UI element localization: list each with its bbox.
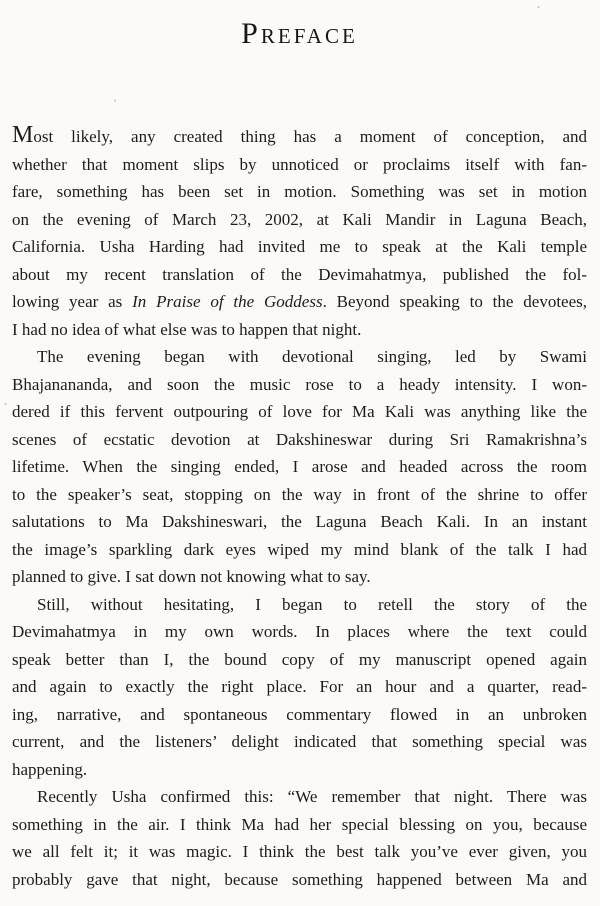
text-segment: fare, something has been set in motion. Something was set in motion	[12, 182, 587, 201]
scan-speck	[537, 6, 540, 8]
text-segment: Recently Usha confirmed this: “We remember that night. There was	[37, 787, 587, 806]
text-segment: lifetime. When the singing ended, I arose and headed across the room	[12, 457, 587, 476]
text-line	[12, 453, 587, 481]
text-segment: about my recent translation of the Devimahatmya, published the fol-	[12, 264, 587, 284]
text-line	[12, 508, 587, 536]
text-line	[12, 288, 587, 316]
text-segment: we all felt it; it was magic. I think the best talk you’ve ever given, you	[12, 842, 587, 861]
text-line	[12, 756, 587, 784]
text-line	[12, 426, 587, 454]
text-segment: current, and the listeners’ delight indicated that something special was	[12, 732, 587, 751]
text-segment: whether that moment slips by unnoticed or proclaims itself with fan-	[12, 154, 587, 174]
text-segment: lowing year as	[12, 292, 133, 311]
text-line	[12, 618, 587, 646]
drop-initial: M	[12, 123, 34, 148]
text-segment: and again to exactly the right place. For an hour and a quarter, read-	[12, 677, 587, 696]
text-line	[12, 343, 587, 371]
paragraph	[12, 123, 587, 343]
text-segment: I had no idea of what else was to happen that night.	[12, 319, 362, 339]
text-segment: Still, without hesitating, I began to retell the story of the	[37, 594, 587, 614]
page-title: Preface	[241, 17, 358, 50]
text-line	[12, 206, 587, 234]
text-line	[12, 178, 587, 206]
text-line	[12, 811, 587, 839]
text-line	[12, 646, 587, 674]
text-line	[12, 151, 587, 179]
text-segment: on the evening of March 23, 2002, at Kali Mandir in Laguna Beach,	[12, 209, 587, 229]
text-line	[12, 838, 587, 866]
text-segment: happening.	[12, 759, 88, 779]
text-segment: Bhajanananda, and soon the music rose to a heady intensity. I won-	[12, 374, 587, 394]
text-segment: to the speaker’s seat, stopping on the way in front of the shrine to offer	[12, 484, 587, 504]
text-line	[12, 371, 587, 399]
text-line	[12, 591, 587, 619]
text-segment: probably gave that night, because something happened between Ma and	[12, 869, 587, 889]
text-segment: The evening began with devotional singing, led by Swami	[37, 347, 587, 366]
text-segment: ost likely, any created thing has a moment of conception, and	[33, 127, 587, 146]
text-segment: . Beyond speaking to the devotees,	[322, 292, 587, 311]
text-line	[12, 261, 587, 289]
text-segment: the image’s sparkling dark eyes wiped my mind blank of the talk I had	[12, 539, 587, 559]
text-line	[12, 728, 587, 756]
page-body	[12, 123, 587, 893]
text-line	[12, 701, 587, 729]
text-line	[12, 123, 587, 151]
text-line	[12, 563, 587, 591]
text-line	[12, 673, 587, 701]
text-line	[12, 316, 587, 344]
text-segment: dered if this fervent outpouring of love for Ma Kali was anything like the	[12, 402, 587, 421]
text-segment: something in the air. I think Ma had her special blessing on you, because	[12, 814, 587, 834]
paragraph	[12, 783, 587, 893]
text-line	[12, 783, 587, 811]
paragraph	[12, 591, 587, 784]
text-segment: salutations to Ma Dakshineswari, the Laguna Beach Kali. In an instant	[12, 512, 587, 531]
text-line	[12, 233, 587, 261]
text-segment: ing, narrative, and spontaneous commentary flowed in an unbroken	[12, 704, 587, 724]
text-segment: Devimahatmya in my own words. In places where the text could	[12, 622, 587, 641]
text-line	[12, 866, 587, 894]
text-line	[12, 398, 587, 426]
text-line	[12, 481, 587, 509]
paragraph	[12, 343, 587, 591]
text-segment: California. Usha Harding had invited me to speak at the Kali temple	[12, 237, 587, 256]
scan-speck	[4, 403, 7, 405]
scan-speck	[114, 99, 116, 102]
text-segment: planned to give. I sat down not knowing what to say.	[12, 567, 371, 586]
text-segment: scenes of ecstatic devotion at Dakshineswar during Sri Ramakrishna’s	[12, 429, 587, 449]
italic-book-title: In Praise of the Goddess	[132, 292, 323, 311]
text-segment: speak better than I, the bound copy of my manuscript opened again	[12, 649, 587, 669]
text-line	[12, 536, 587, 564]
